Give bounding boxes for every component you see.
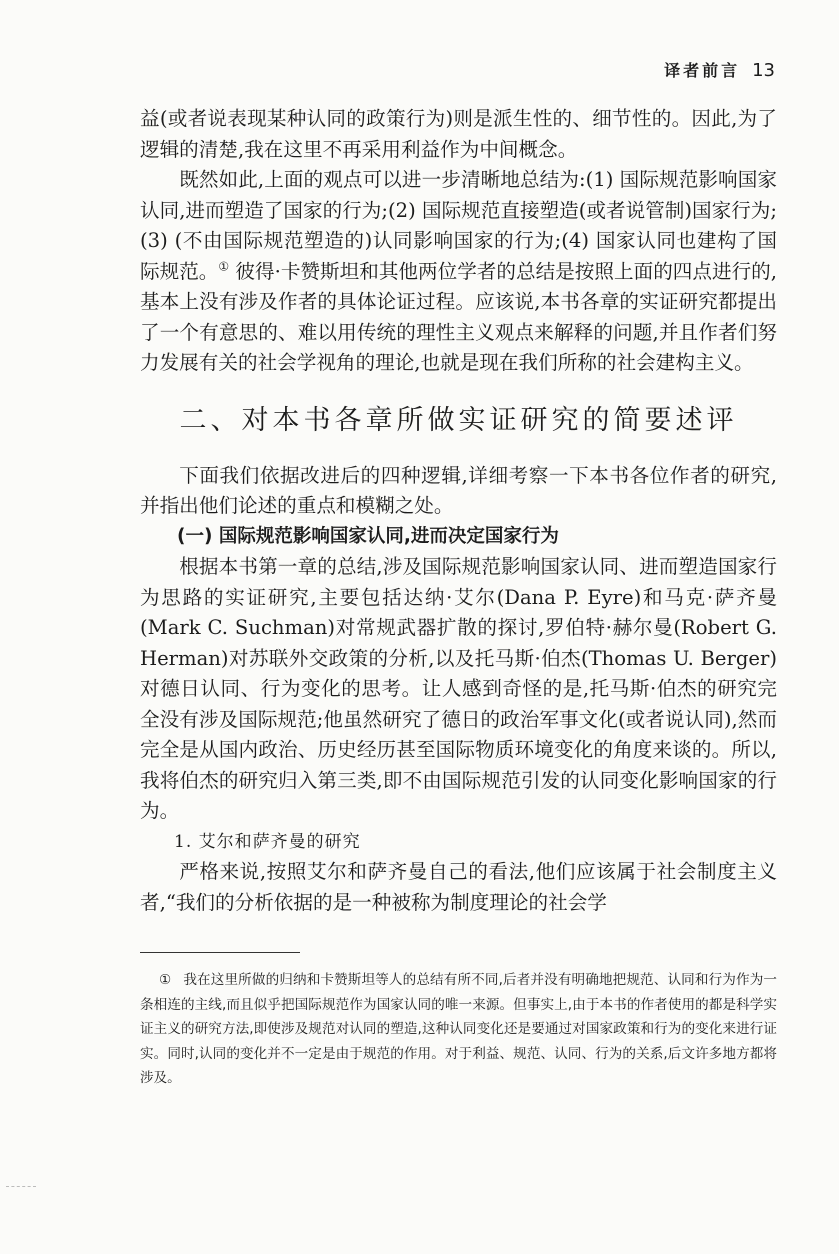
paragraph-2-main: 既然如此,上面的观点可以进一步清晰地总结为:(1) 国际规范影响国家认同,进而塑造了国家的行为;(2) 国际规范直接塑造(或者说管制)国家行为;(3) (不由国际规范塑造的)认同影响国家的行为;(4) 国家认同也建构了国际规范。: [140, 168, 777, 283]
subheading-1: (一) 国际规范影响国家认同,进而决定国家行为: [177, 525, 559, 547]
footnote: [140, 968, 777, 1091]
section-title: 二、对本书各章所做实证研究的简要述评: [179, 404, 738, 436]
paragraph-2-tail: 彼得·卡赞斯坦和其他两位学者的总结是按照上面的四点进行的,基本上没有涉及作者的具体论证过程。应该说,本书各章的实证研究都提出了一个有意思的、难以用传统的理性主义观点来解释的问题,并且作者们努力发展有关的社会学视角的理论,也就是现在我们所称的社会建构主义。: [140, 259, 778, 374]
paragraph-1: 益(或者说表现某种认同的政策行为)则是派生性的、细节性的。因此,为了逻辑的清楚,我在这里不再采用利益作为中间概念。: [140, 107, 777, 161]
footnote-mark: ①: [159, 972, 172, 988]
paragraph-3: 下面我们依据改进后的四种逻辑,详细考察一下本书各位作者的研究,并指出他们论述的重点和模糊之处。: [140, 463, 777, 517]
footnote-divider: [140, 952, 300, 953]
page-number: 13: [752, 60, 775, 81]
paragraph-5: 严格来说,按照艾尔和萨齐曼自己的看法,他们应该属于社会制度主义者,“我们的分析依据的是一种被称为制度理论的社会学: [140, 860, 777, 914]
footnote-reference[interactable]: ①: [218, 258, 230, 273]
paragraph-4: 根据本书第一章的总结,涉及国际规范影响国家认同、进而塑造国家行为思路的实证研究,主要包括达纳·艾尔(Dana P. Eyre)和马克·萨齐曼(Mark C. Suchman)对常规武器扩散的探讨,罗伯特·赫尔曼(Robert G. Herman)对苏联外交政策的分析,以及托马斯·伯杰(Thomas U. Berger)对德日认同、行为变化的思考。让人感到奇怪的是,托马斯·伯杰的研究完全没有涉及国际规范;他虽然研究了德日的政治军事文化(或者说认同),然而完全是从国内政治、历史经历甚至国际物质环境变化的角度来谈的。所以,我将伯杰的研究归入第三类,即不由国际规范引发的认同变化影响国家的行为。: [140, 555, 777, 822]
paragraph-2: [140, 165, 777, 379]
running-head-title: 译者前言: [664, 61, 741, 80]
scan-margin-mark: [6, 1186, 36, 1187]
footnote-text: 我在这里所做的归纳和卡赞斯坦等人的总结有所不同,后者并没有明确地把规范、认同和行为作为一条相连的主线,而且似乎把国际规范作为国家认同的唯一来源。但事实上,由于本书的作者使用的都是科学实证主义的研究方法,即使涉及规范对认同的塑造,这种认同变化还是要通过对国家政策和行为的变化来进行证实。同时,认同的变化并不一定是由于规范的作用。对于利益、规范、认同、行为的关系,后文许多地方都将涉及。: [140, 972, 778, 1086]
running-head: [600, 58, 775, 81]
body-text: [140, 104, 777, 918]
subheading-2: 1. 艾尔和萨齐曼的研究: [174, 831, 361, 852]
